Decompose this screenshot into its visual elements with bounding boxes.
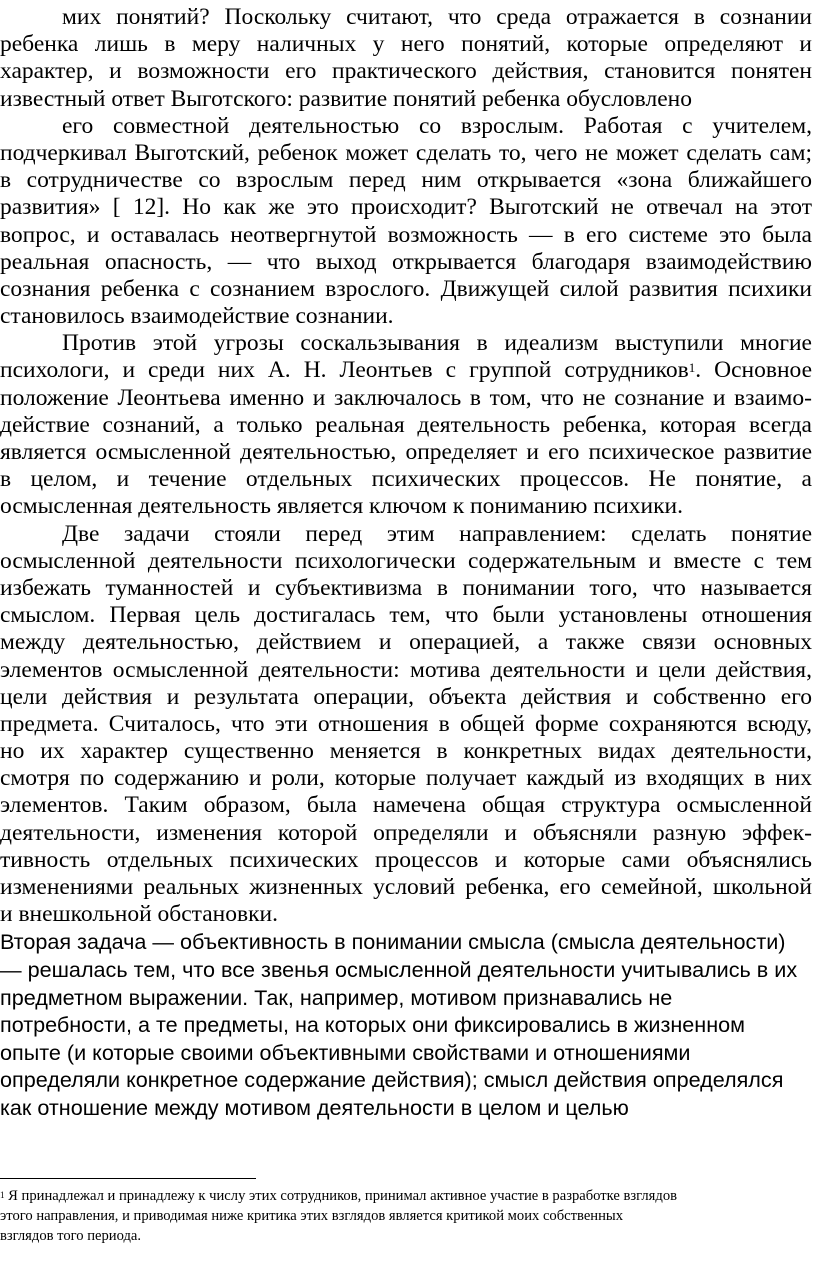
paragraph — [0, 330, 812, 520]
text-line: смыслом. Первая цель достигалась тем, что были установлены отношения — [0, 602, 812, 629]
text-line: элементов осмысленной деятельности: мотива деятельности и цели действия, — [0, 656, 812, 683]
text-line: Две задачи стояли перед этим направлением: сделать понятие — [62, 520, 812, 547]
footnote-reference: 1 — [688, 360, 696, 376]
footnote-line — [0, 1186, 812, 1206]
text-line: и внешкольной обстановки. — [0, 901, 278, 928]
text-segment: . Основное — [695, 357, 812, 384]
text-line: — решалась тем, что все звенья осмысленной деятельности учитывались в их — [0, 956, 798, 982]
text-line: предметном выражении. Так, например, мотивом признавались не — [0, 984, 673, 1010]
text-line: между деятельностью, действием и операцией, а также связи основных — [0, 629, 812, 656]
text-line: тивность отдельных психических процессов и которые сами объяснялись — [0, 846, 812, 873]
footnote-line: взглядов того периода. — [0, 1228, 142, 1244]
text-line: в целом, и течение отдельных психических процессов. Не понятие, а — [0, 466, 812, 493]
paragraph — [0, 113, 812, 331]
text-line: сознания ребенка с сознанием взрослого. Движущей силой развития психики — [0, 275, 812, 302]
text-line: в сотрудничестве со взрослым перед ним открывается «зона ближайшего — [0, 167, 812, 194]
text-line: определяли конкретное содержание действия); смысл действия определялся — [0, 1067, 784, 1093]
footnote-marker: 1 — [0, 1190, 5, 1200]
text-line: но их характер существенно меняется в конкретных видах деятельности, — [0, 738, 812, 765]
text-line: Вторая задача — объективность в понимании смысла (смысла деятельности) — [0, 929, 786, 955]
text-line: положение Леонтьева именно и заключалось в том, что не сознание и взаимо- — [0, 384, 812, 411]
text-line: ребенка лишь в меру наличных у него понятий, которые определяют и — [0, 31, 812, 58]
text-line: реальная опасность, — что выход открывается благодаря взаимодействию — [0, 248, 812, 275]
text-line: его совместной деятельностью со взрослым. Работая с учителем, — [62, 112, 812, 139]
text-line: элементов. Таким образом, была намечена общая структура осмысленной — [0, 792, 812, 819]
footnote — [0, 1186, 812, 1246]
text-line: осмысленной деятельности психологически содержательным и вместе с тем — [0, 547, 812, 574]
footnote-text: Я принадлежал и принадлежу к числу этих сотрудников, принимал активное участие в разработке взглядов — [4, 1188, 678, 1204]
text-line: цели действия и результата операции, объекта действия и собственно его — [0, 683, 812, 710]
footnote-separator — [0, 1178, 256, 1179]
footnote-line: этого направления, и приводимая ниже критика этих взглядов является критикой моих собственных — [0, 1208, 624, 1224]
text-line: Против этой угрозы соскальзывания в идеализм выступили многие — [62, 330, 812, 357]
text-line: деятельности, изменения которой определяли и объясняли разную эффек- — [0, 819, 812, 846]
text-line: потребности, а те предметы, на которых они фиксировались в жизненном — [0, 1012, 745, 1038]
text-line: характер, и возможности его практического действия, становится понятен — [0, 58, 812, 85]
text-line: как отношение между мотивом деятельности в целом и целью — [0, 1094, 629, 1120]
text-line: подчеркивал Выготский, ребенок может сделать то, чего не может сделать сам; — [0, 139, 812, 166]
text-line: смотря по содержанию и роли, которые получает каждый из входящих в них — [0, 765, 812, 792]
paragraph — [0, 4, 812, 113]
text-segment: психологи, и среди них А. Н. Леонтьев с группой сотрудников — [0, 357, 689, 384]
text-line: становилось взаимодействие сознании. — [0, 303, 394, 330]
paragraph — [0, 928, 812, 1121]
text-line: изменениями реальных жизненных условий ребенка, его семейной, школьной — [0, 874, 812, 900]
text-line: осмысленная деятельность является ключом к пониманию психики. — [0, 493, 684, 520]
text-line: мих понятий? Поскольку считают, что среда отражается в сознании — [62, 4, 812, 30]
text-line: известный ответ Выготского: развитие понятий ребенка обусловлено — [0, 85, 692, 112]
text-line: действие сознаний, а только реальная деятельность ребенка, которая всегда — [0, 411, 812, 438]
text-line: развития» [ 12]. Но как же это происходит? Выготский не отвечал на этот — [0, 194, 812, 221]
text-line: избежать туманностей и субъективизма в понимании того, что называется — [0, 574, 812, 601]
text-line: предмета. Считалось, что эти отношения в общей форме сохраняются всюду, — [0, 710, 812, 737]
text-line: вопрос, и оставалась неотвергнутой возможность — в его системе это была — [0, 221, 812, 248]
text-line — [0, 357, 812, 384]
text-line: является осмысленной деятельностью, определяет и его психическое развитие — [0, 439, 812, 465]
text-line: опыте (и которые своими объективными свойствами и отношениями — [0, 1039, 691, 1065]
paragraph — [0, 521, 812, 929]
